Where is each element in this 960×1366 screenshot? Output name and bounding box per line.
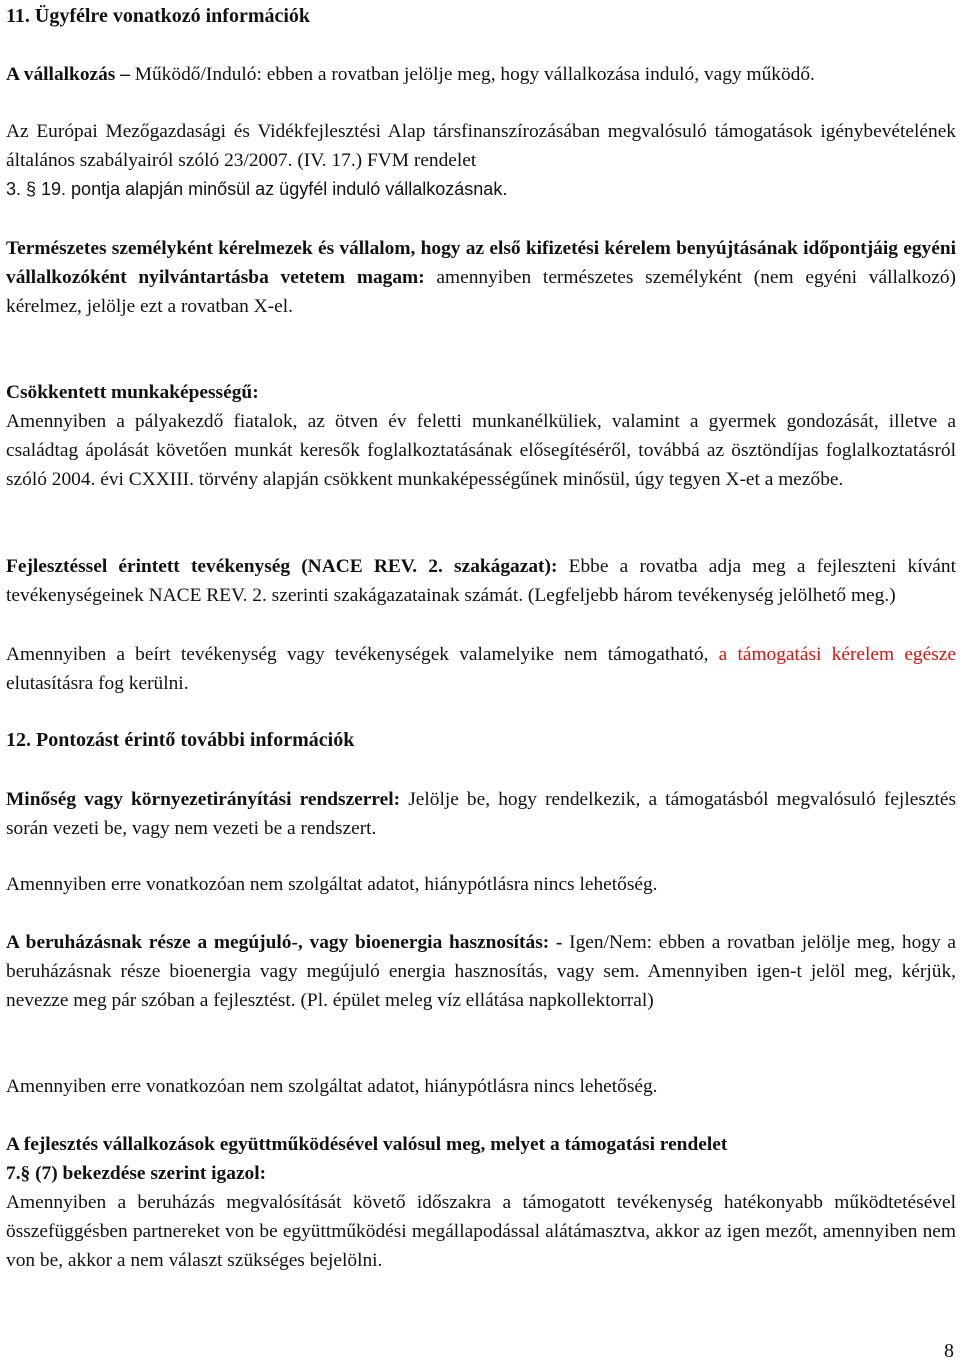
- minoseg-text: Jelölje be, hogy rendelkezik, a támogatásból megvalósuló fejlesztés során vezeti be, vagy nem vezeti be a rendszert.: [6, 789, 957, 839]
- fejlesztes-warning: [6, 640, 956, 698]
- egyuttmukodes-heading: [6, 1130, 956, 1188]
- fejlesztes-warning-red: a támogatási kérelem egésze: [718, 644, 956, 665]
- vallalkozas-text: Működő/Induló: ebben a rovatban jelölje meg, hogy vállalkozása induló, vagy működő.: [134, 64, 815, 85]
- fejlesztes-warning-end: elutasításra fog kerülni.: [6, 673, 189, 694]
- minoseg-note: Amennyiben erre vonatkozóan nem szolgáltat adatot, hiánypótlásra nincs lehetőség.: [6, 874, 658, 895]
- beruhazas-note: Amennyiben erre vonatkozóan nem szolgáltat adatot, hiánypótlásra nincs lehetőség.: [6, 1076, 658, 1097]
- beruhazas-paragraph: [6, 928, 956, 1015]
- fvm-rendelet-text-cont: 3. § 19. pontja alapján minősül az ügyfél induló vállalkozásnak.: [6, 179, 508, 199]
- fejlesztes-label: Fejlesztéssel érintett tevékenység (NACE REV. 2. szakágazat):: [6, 556, 558, 577]
- termeszetes-text: amennyiben természetes személyként (nem egyéni vállalkozó) kérelmez, jelölje ezt a rovatban X-el.: [6, 267, 956, 317]
- vallalkozas-paragraph: [6, 60, 956, 89]
- fejlesztes-warning-text: Amennyiben a beírt tevékenység vagy tevékenységek valamelyike nem támogatható,: [6, 644, 719, 665]
- page-number: 8: [944, 1340, 954, 1362]
- termeszetes-paragraph: [6, 234, 956, 321]
- csokkentett-paragraph: Amennyiben a pályakezdő fiatalok, az ötven év feletti munkanélküliek, valamint a gyermek gondozását, illetve a családtag ápolását követően munkát keresők foglalkoztatásának elősegítéséről, továbbá az ösztöndíjas foglalkoztatásról szóló 2004. évi CXXIII. törvény alapján csökkent munkaképességűnek minősül, úgy tegyen X-et a mezőbe.: [6, 411, 956, 490]
- csokkentett-label: [6, 378, 956, 407]
- vallalkozas-label: A vállalkozás: [6, 64, 116, 85]
- egyuttmukodes-label-1: A fejlesztés vállalkozások együttműködésével valósul meg, melyet a támogatási rendelet: [6, 1134, 728, 1155]
- csokkentett-label-text: Csökkentett munkaképességű:: [6, 382, 259, 403]
- beruhazas-text: Igen/Nem: ebben a rovatban jelölje meg, hogy a beruházásnak része bioenergia vagy megújuló energia hasznosítás, vagy sem. Amennyiben igen-t jelöl meg, kérjük, nevezze meg pár szóban a fejlesztést. (Pl. épület meleg víz ellátása napkollektorral): [6, 932, 956, 1011]
- egyuttmukodes-label-2: 7.§ (7) bekezdése szerint igazol:: [6, 1163, 267, 1184]
- egyuttmukodes-paragraph: Amennyiben a beruházás megvalósítását követő időszakra a támogatott tevékenység hatékonyabb működtetésével összefüggésben partnereket von be együttműködési megállapodással alátámasztva, akkor az igen mezőt, amennyiben nem von be, akkor a nem választ szükséges bejelölni.: [6, 1192, 956, 1271]
- fejlesztes-text: Ebbe a rovatba adja meg a fejleszteni kívánt tevékenységeinek NACE REV. 2. szerinti szakágazatainak számát. (Legfeljebb három tevékenység jelölhető meg.): [6, 556, 956, 606]
- vallalkozas-dash: –: [115, 64, 135, 85]
- fejlesztes-paragraph: [6, 552, 956, 610]
- fvm-rendelet-paragraph: [6, 117, 956, 204]
- termeszetes-label: Természetes személyként kérelmezek és vállalom, hogy az első kifizetési kérelem benyújtásának időpontjáig egyéni vállalkozóként nyilvántartásba vetetem magam:: [6, 238, 956, 288]
- section-12-title: 12. Pontozást érintő további információk: [6, 729, 355, 751]
- minoseg-paragraph: [6, 785, 956, 843]
- minoseg-label: Minőség vagy környezetirányítási rendszerrel:: [6, 789, 401, 810]
- fvm-rendelet-text: Az Európai Mezőgazdasági és Vidékfejlesztési Alap társfinanszírozásában megvalósuló támogatások igénybevételének általános szabályairól szóló 23/2007. (IV. 17.) FVM rendelet: [6, 121, 956, 171]
- section-11-title: 11. Ügyfélre vonatkozó információk: [6, 5, 311, 27]
- beruhazas-label: A beruházásnak része a megújuló-, vagy bioenergia hasznosítás: -: [6, 932, 563, 953]
